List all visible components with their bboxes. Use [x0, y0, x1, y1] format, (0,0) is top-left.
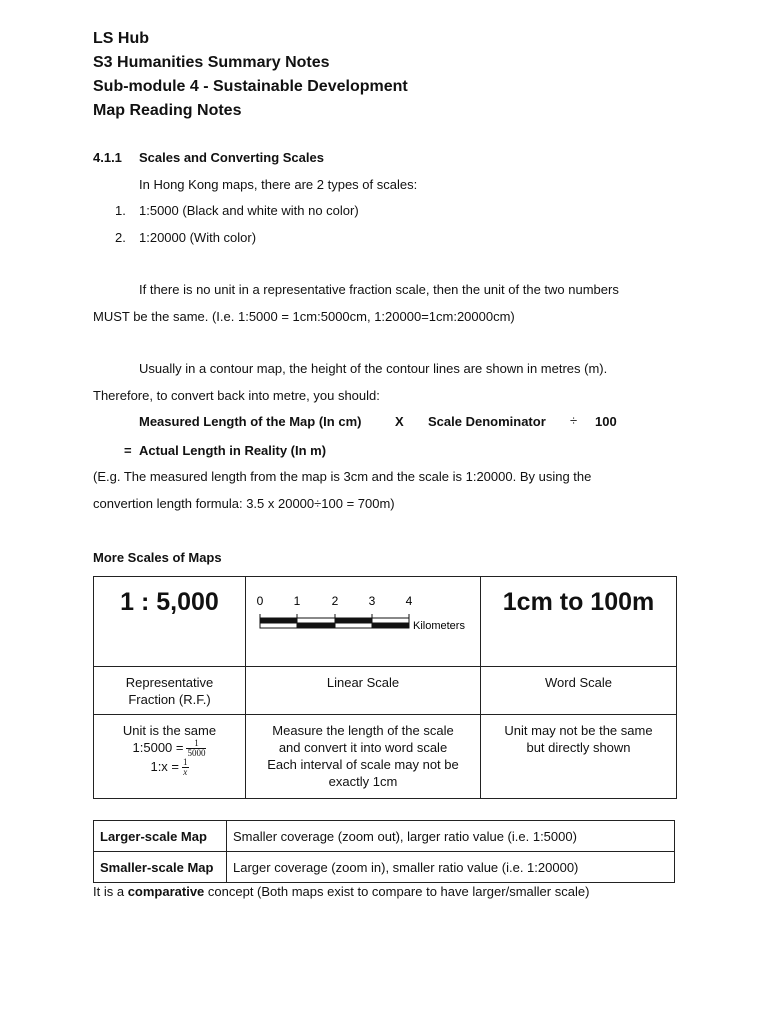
rf-desc-cell [94, 715, 246, 799]
formula-result: Actual Length in Reality (In m) [139, 443, 327, 458]
header-line-1: LS Hub [93, 30, 149, 47]
linear-scale-cell [246, 577, 481, 667]
header-line-3: Sub-module 4 - Sustainable Development [93, 78, 408, 95]
rf-desc-line-3 [98, 758, 241, 777]
linear-label: Linear Scale [326, 675, 400, 690]
rf-big-text: 1 : 5,000 [120, 588, 219, 616]
linear-label-cell [246, 667, 481, 715]
formula-hundred: 100 [595, 414, 617, 429]
scale-tick-label: 3 [368, 594, 375, 608]
example-line-1: (E.g. The measured length from the map is 3cm and the scale is 1:20000. By using the [93, 469, 592, 484]
rf-label-line-2: Fraction (R.F.) [128, 692, 211, 707]
list-item: 1:20000 (With color) [139, 230, 257, 245]
linear-desc-cell [246, 715, 481, 799]
word-label-cell [481, 667, 677, 715]
word-desc-line-1: Unit may not be the same [504, 723, 653, 738]
word-big-text: 1cm to 100m [502, 588, 655, 616]
comparative-note: It is a comparative concept (Both maps exist to compare to have larger/smaller scale) [93, 884, 590, 899]
scales-row-labels [94, 667, 677, 715]
linear-desc-line-1: Measure the length of the scale [272, 723, 454, 738]
fraction: $\frac{1}{5000}$ [187, 738, 206, 759]
formula-measured: Measured Length of the Map (In cm) [139, 414, 362, 429]
rf-label-cell [94, 667, 246, 715]
scales-table [93, 576, 677, 799]
rf-desc-prefix: 1:5000 = [132, 740, 184, 755]
scale-tick-label: 1 [293, 594, 300, 608]
compare-desc: Larger coverage (zoom in), smaller ratio value (i.e. 1:20000) [227, 852, 675, 883]
word-label: Word Scale [545, 675, 612, 690]
linear-desc-line-3: Each interval of scale may not be [267, 757, 459, 772]
header-line-4: Map Reading Notes [93, 102, 242, 119]
scale-unit-label: Kilometers [412, 620, 465, 632]
scale-tick-label: 4 [405, 594, 412, 608]
fraction: $\frac{1}{x}$ [183, 757, 188, 778]
table-row [94, 821, 675, 852]
list-item-number: 2. [115, 230, 126, 245]
intro-text: In Hong Kong maps, there are 2 types of scales: [139, 177, 418, 192]
formula-times: X [395, 414, 404, 429]
scale-tick-label: 2 [331, 594, 338, 608]
list-item-number: 1. [115, 203, 126, 218]
paragraph-1-line-1: If there is no unit in a representative fraction scale, then the unit of the two numbers [139, 282, 619, 297]
scale-tick-label: 0 [256, 594, 263, 608]
linear-desc-line-2: and convert it into word scale [278, 740, 448, 755]
table-row [94, 852, 675, 883]
rf-desc-line-1: Unit is the same [122, 723, 217, 738]
formula-divide: ÷ [570, 413, 578, 428]
header-line-2: S3 Humanities Summary Notes [93, 54, 330, 71]
scales-row-examples [94, 577, 677, 667]
comparative-bold: comparative [127, 884, 205, 899]
compare-label: Smaller-scale Map [94, 852, 227, 883]
rf-label-line-1: Representative [125, 675, 214, 690]
scale-bar [260, 614, 409, 628]
rf-example-cell [94, 577, 246, 667]
paragraph-1-line-2: MUST be the same. (I.e. 1:5000 = 1cm:5000cm, 1:20000=1cm:20000cm) [93, 309, 515, 324]
scales-row-descriptions [94, 715, 677, 799]
word-desc-line-2: but directly shown [526, 740, 631, 755]
formula-denominator: Scale Denominator [428, 414, 546, 429]
paragraph-2-line-1: Usually in a contour map, the height of the contour lines are shown in metres (m). [139, 361, 608, 376]
example-line-2: convertion length formula: 3.5 x 20000÷100 = 700m) [93, 496, 395, 511]
word-example-cell [481, 577, 677, 667]
section-number: 4.1.1 [93, 150, 122, 165]
section-title: Scales and Converting Scales [139, 150, 324, 165]
paragraph-2-line-2: Therefore, to convert back into metre, you should: [93, 388, 380, 403]
list-item: 1:5000 (Black and white with no color) [139, 203, 359, 218]
compare-desc: Smaller coverage (zoom out), larger ratio value (i.e. 1:5000) [227, 821, 675, 852]
rf-desc-prefix: 1:x = [150, 759, 180, 775]
linear-desc-line-4: exactly 1cm [328, 774, 398, 789]
formula-equals: = [124, 443, 132, 458]
compare-label: Larger-scale Map [94, 821, 227, 852]
compare-table [93, 820, 675, 883]
word-desc-cell [481, 715, 677, 799]
linear-scale-graphic [247, 577, 480, 662]
rf-desc-line-2 [98, 739, 241, 758]
more-scales-heading: More Scales of Maps [93, 550, 222, 565]
